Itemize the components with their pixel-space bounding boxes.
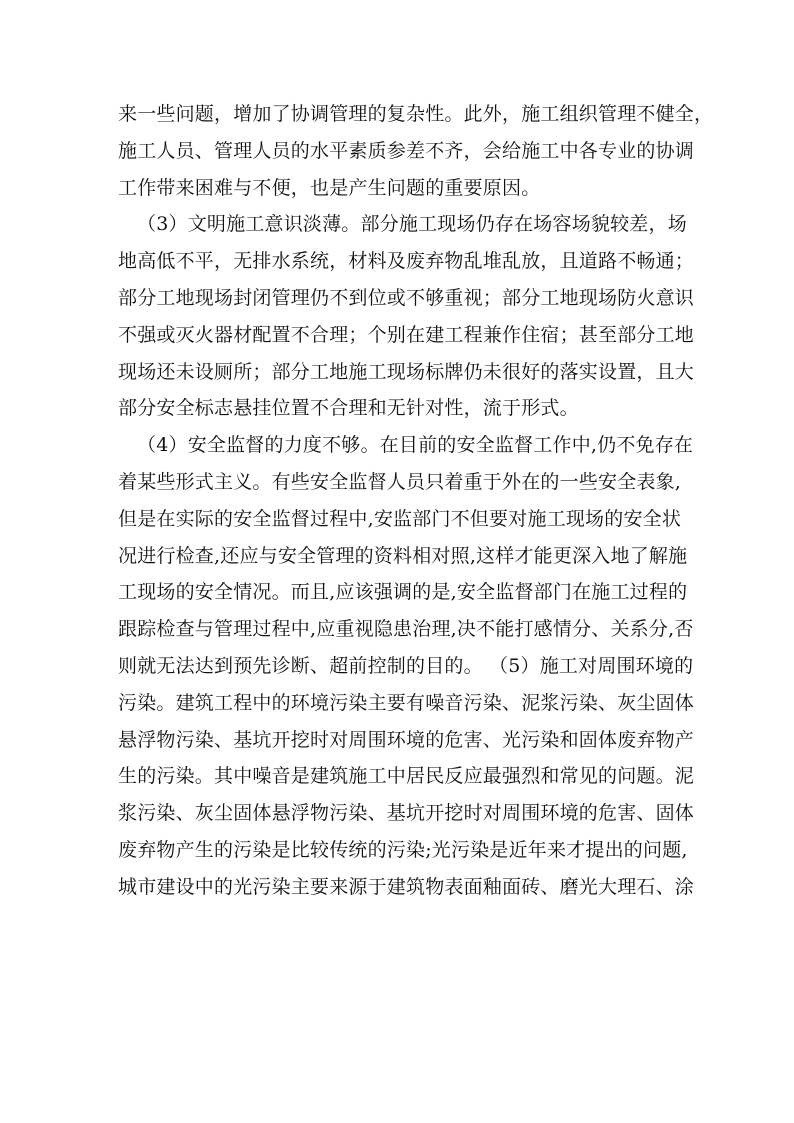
text-line: 则就无法达到预先诊断、超前控制的目的。 （5）施工对周围环境的 [118,654,694,677]
text-line: 工作带来困难与不便，也是产生问题的重要原因。 [118,176,541,199]
body-text [118,96,714,906]
text-line: 但是在实际的安全监督过程中,安监部门不但要对施工现场的安全状 [118,507,682,530]
text-line: 污染。建筑工程中的环境污染主要有噪音污染、泥浆污染、灰尘固体 [118,691,695,714]
text-line: 地高低不平，无排水系统，材料及废弃物乱堆乱放，且道路不畅通； [118,250,695,273]
paragraph-start-line: （3）文明施工意识淡薄。部分施工现场仍存在场容场貌较差，场 [137,213,687,236]
text-line: 况进行检查,还应与安全管理的资料相对照,这样才能更深入地了解施 [118,544,688,567]
text-line: 现场还未设厕所；部分工地施工现场标牌仍未很好的落实设置，且大 [118,360,695,383]
text-line: 废弃物产生的污染是比较传统的污染;光污染是近年来才提出的问题, [118,838,688,861]
text-line: 悬浮物污染、基坑开挖时对周围环境的危害、光污染和固体废弃物产 [118,728,695,751]
text-line: 施工人员、管理人员的水平素质参差不齐，会给施工中各专业的协调 [118,139,695,162]
text-line: 浆污染、灰尘固体悬浮物污染、基坑开挖时对周围环境的危害、固体 [118,802,695,825]
text-line: 来一些问题，增加了协调管理的复杂性。此外，施工组织管理不健全， [118,103,714,125]
text-line: 生的污染。其中噪音是建筑施工中居民反应最强烈和常见的问题。泥 [118,765,695,788]
text-line: 着某些形式主义。有些安全监督人员只着重于外在的一些安全表象, [118,470,682,493]
text-line: 跟踪检查与管理过程中,应重视隐患治理,决不能打感情分、关系分,否 [118,618,694,641]
text-line: 部分工地现场封闭管理仍不到位或不够重视；部分工地现场防火意识 [118,286,695,309]
text-line: 城市建设中的光污染主要来源于建筑物表面釉面砖、磨光大理石、涂 [118,875,695,898]
paragraph-start-line: （4）安全监督的力度不够。在目前的安全监督工作中,仍不免存在 [137,434,694,457]
text-line: 工现场的安全情况。而且,应该强调的是,安全监督部门在施工过程的 [118,581,688,604]
text-line: 部分安全标志悬挂位置不合理和无针对性，流于形式。 [118,397,579,420]
text-line: 不强或灭火器材配置不合理；个别在建工程兼作住宿；甚至部分工地 [118,323,695,346]
